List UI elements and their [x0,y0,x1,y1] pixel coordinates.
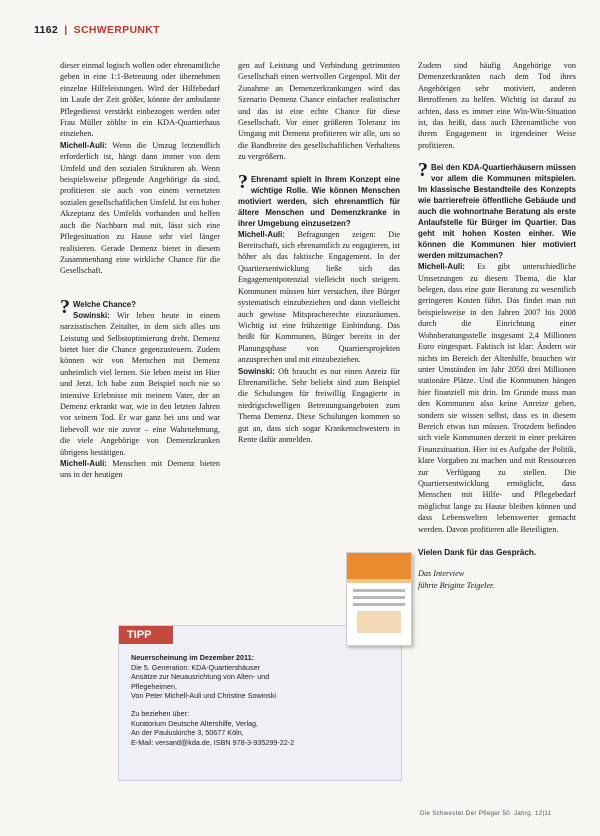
tipp-line: Von Peter Michell-Auli und Christine Sowinski [131,691,277,701]
paragraph-text: Befragungen zeigen: Die Bereitschaft, sich ehrenamtlich zu engagieren, ist höher als das faktische Engagement. In der Quartiersentwicklung ließe sich das Engagementpotenzial vielleicht noch steigern. Kommunen müssen hier versuchen, ihre Bürger systematisch einzubeziehen und dann vielleicht auch gewisse Mitspracherechte einzuräumen. Wichtig ist eine frühzeitige Einbindung. Das heißt für Kommunen, Bürger bereits in der Planungsphase von Quartiersprojekten anzusprechen und mit einzubeziehen. [238,229,401,365]
col1-paragraph-3 [60,310,220,458]
paragraph-text: Menschen mit Demenz bieten uns in der heutigen [60,459,220,480]
paragraph-text: Wenn die Umzug letztendlich erforderlich ist, hängt dann immer von dem Umfeld und den sozialen Strukturen ab. Wenn beispielsweise pflegende Angehörige da sind, profitieren sie auch von einem vernetzten sozialen gesellschaftlichen Umfeld. Ist ein hoher Akzeptanz des Umfelds vorhanden und helfen auch die Nachbarn mal mit, lässt sich eine Pflegesituation zu Hause sehr viel länger realisieren. Gerade Demenz bietet in diesem Zusammenhang eine wirkliche Chance für die Gesellschaft. [60,140,220,276]
speaker-label: Michell-Auli: [238,229,285,239]
tipp-line: E-Mail: versand@kda.de, ISBN 978-3-935299-22-2 [131,737,295,747]
tipp-line: Kuratorium Deutsche Altershilfe, Verlag, [131,718,259,728]
question-text: Ehrenamt spielt in Ihrem Konzept eine wichtige Rolle. Wie können Menschen motiviert werden, sich ehrenamtlich für ältere Menschen und Demenzkranke in ihrer Umgebung einzusetzen? [238,174,400,228]
col2-paragraph-1: gen auf Leistung und Verbindung getrimmten Gesellschaft einen wertvollen Gegenpol. Mit der Zunahme an Demenzerkrankungen wird das Szenario Demenz Chance einfacher realistischer und das ist eine echte Chance für diese Gesellschaft. Vor einer größeren Toleranz im Umgang mit Demenz profitieren wir alle, um so die Bandbreite des gesellschaftlichen Verhaltens zu vergrößern. [238,61,400,162]
col2-paragraph-3 [238,366,400,446]
col2-paragraph-2 [238,229,400,366]
question-text: Welche Chance? [73,299,136,309]
tipp-line: Die 5. Generation: KDA-Quartiershäuser [131,662,261,672]
paragraph-text: Oft braucht es nur einen Anreiz für Ehrenamtliche. Sehr beliebt sind zum Beispiel die Schulungen für freiwillig Engagierte in niedrigschwelligen Betreuungsangeboten zum Thema Demenz. Diese Schulungen kommen so gut an, dass sich sogar Krankenschwestern in Rente dafür anmelden. [238,366,400,444]
col3-paragraph-2 [418,261,576,535]
tipp-label: TIPP [119,626,173,644]
tipp-line: Pflegeheimen. [131,681,177,691]
header-separator: | [64,24,68,36]
col3-paragraph-1: Zudem sind häufig Angehörige von Demenzerkrankten nach dem Tod ihres Angehörigen sehr motiviert, anderen Betroffenen zu helfen. Wichtig ist darauf zu achten, dass es immer eine Win-Win-Situation ist, das heißt, dass auch Ehrenamtliche von ihrem Engagement in irgendeiner Weise profitieren. [418,61,576,150]
paragraph-text: Es gibt unterschiedliche Umsetzungen zu diesem Thema, die klar belegen, dass eine gute Beratung zu wesentlich geringeren Kosten führt. Das findet man mit beispielsweise in den Jahren 2007 bis 2008 durch die Einrichtung einer Wohnberatungsstelle insgesamt 2,4 Millionen Euro eingespart. Faktisch ist klar: Ändern wir nichts im Bereich der Altenhilfe, brauchen wir unter Umständen im Jahr 2050 drei Millionen stationäre Plätze. Und die Kommunen hängen hier finanziell mit drin. Im Grunde muss man den Kommunen also keine Anreize geben, sondern sie wissen selbst, dass es in diesem Bereich etwas tun müssen. Trotzdem befinden sich viele Kommunen derzeit in einer prekären Finanzsituation. Hier ist es Aufgabe der Politik, klare Vorgaben zu machen und mit Ressourcen zur Verfügung zu stellen. Die Quartiersentwicklung ermöglicht, dass Menschen mit Hilfe- und Pflegebedarf möglichst lange zu Hause bleiben können und dass Lebenswelten lebenswerter gemacht werden. Davon profitieren alle Beteiligten. [418,262,576,534]
question-text: Bei den KDA-Quartierhäusern müssen vor allem die Kommunen mitspielen. Im klassische Bestandteile des Konzepts wie barrierefreie öffentliche Gebäude und auch die wohnortnahe Beratung als erste Anlaufstelle für Bürger im Quartier. Das geht mit hohen Kosten einher. Wie können die Kommunen hier motiviert werden mitzumachen? [418,163,576,261]
column-2 [238,60,400,445]
paragraph-text: Wir leben heute in einem narzisstischen Zeitalter, in dem sich alles um Leistung und Selbstoptimierung dreht. Demenz bietet hier die Chance gegenzusteuern. Zudem können wir von Menschen mit Demenz unheimlich viel lernen. Sie leben meist im Hier und Jetzt. Ich habe zum Beispiel noch nie so intensive Erlebnisse mit meinem Vater, der an Demenz erkrankt war, wie in den letzten Jahren vor seinem Tod. Er war ganz bei uns und war liebevoll wie nie zuvor – eine Wahrnehmung, die viele Angehörige von Demenzkranken übrigens bestätigen. [60,310,220,457]
speaker-label: Sowinski: [73,310,110,320]
interview-question [418,159,576,261]
question-mark-icon: ? [418,159,428,182]
question-mark-icon: ? [60,295,70,318]
page-footer: Die Schwester Der Pfleger 50. Jahrg. 12|11 [420,810,552,817]
book-cover-band [347,553,411,579]
tipp-line: Zu beziehen über: [131,708,189,718]
book-cover-graphic [357,611,401,633]
tipp-line: Ansätze zur Neuausrichtung von Alten- und [131,672,270,682]
tipp-headline: Neuerscheinung im Dezember 2011: [131,653,255,662]
page-header [34,24,160,36]
column-3 [418,60,576,591]
column-1 [60,60,220,481]
interviewer-credit-2: führte Brigitte Teigeler. [418,580,495,590]
tipp-text [131,653,327,747]
question-mark-icon: ? [238,170,248,193]
speaker-label: Michell-Auli: [418,262,465,272]
closing-thanks: Vielen Dank für das Gespräch. [418,548,537,557]
tipp-box [118,625,402,781]
col1-paragraph-1: dieser einmal logisch wollen oder ehrenamtliche geben in eine 1:1-Betreuung oder übernehmen einzelne Hilfeleistungen. Wird der Hilfebedarf im Laufe der Zeit größer, könnte der ambulante Pflegedienst verstärkt einbezogen werden oder Frau Müller zöhlte in ein KDA-Quartierhaus einziehen. [60,61,220,139]
interviewer-credit-1: Das Interview [418,569,465,579]
tipp-line: An der Pauluskirche 3, 50677 Köln, [131,728,244,738]
section-title: SCHWERPUNKT [73,24,160,36]
col1-paragraph-4 [60,458,220,481]
interview-question [238,170,400,229]
speaker-label: Michell-Auli: [60,459,107,468]
col1-paragraph-2 [60,140,220,277]
speaker-label: Michell-Auli: [60,140,107,150]
speaker-label: Sowinski: [238,366,275,376]
book-cover-image [346,552,412,646]
page-number: 1162 [34,24,58,36]
